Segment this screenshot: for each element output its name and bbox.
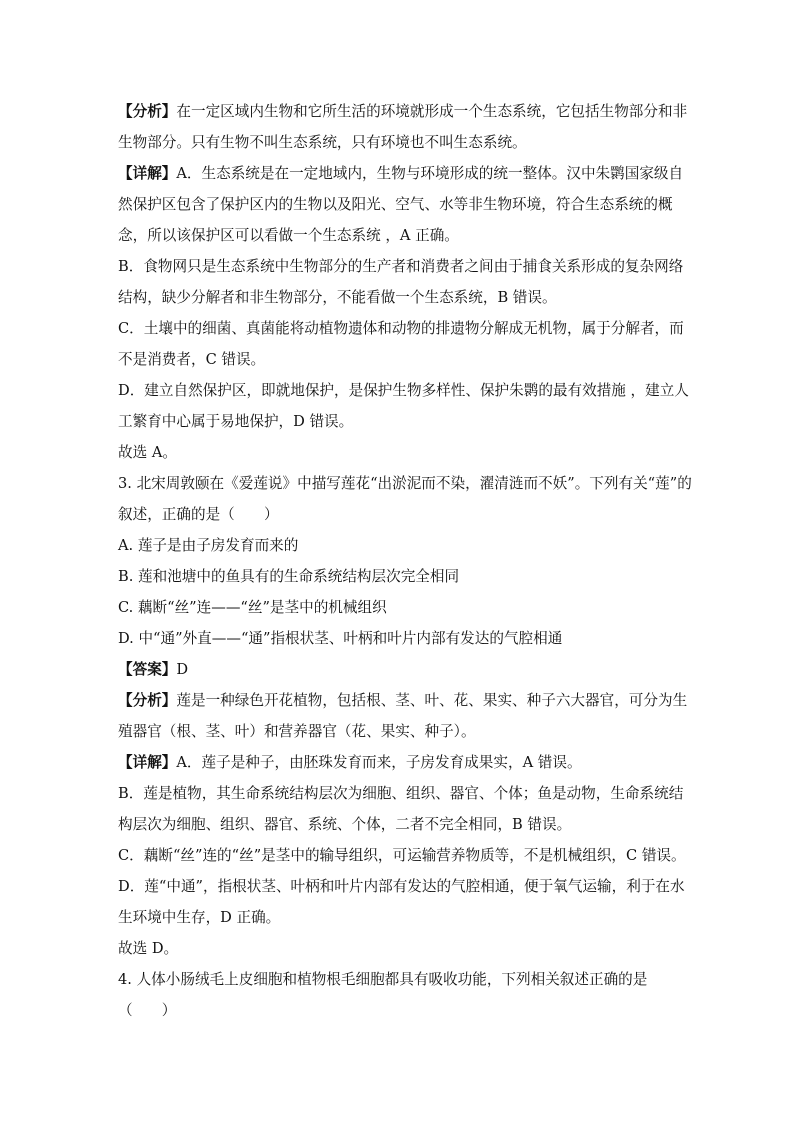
q3-option-d: D. 中“通”外直——“通”指根状茎、叶柄和叶片内部有发达的气腔相通: [118, 630, 563, 647]
document-page: [118, 96, 692, 1026]
q3-analysis-line-1: 【分析】莲是一种绿色开花植物，包括根、茎、叶、花、果实、种子六大器官，可分为生: [118, 692, 688, 709]
detail-tag: 【详解】: [118, 165, 177, 182]
q3-analysis-line-2: 殖器官（根、茎、叶）和营养器官（花、果实、种子）。: [118, 723, 476, 740]
q3-option-b: B. 莲和池塘中的鱼具有的生命系统结构层次完全相同: [118, 568, 460, 585]
analysis-tag: 【分析】: [118, 103, 177, 120]
q3-detail-d-line-2: 生环境中生存，D 正确。: [118, 909, 281, 926]
analysis-tag: 【分析】: [118, 692, 177, 709]
q4-stem-line-1: 4. 人体小肠绒毛上皮细胞和植物根毛细胞都具有吸收功能，下列相关叙述正确的是: [118, 971, 648, 988]
q4-stem-line-2: （ ）: [118, 1002, 177, 1019]
prev-detail-a-line-1: 【详解】A．生态系统是在一定地域内，生物与环境形成的统一整体。汉中朱鹮国家级自: [118, 165, 684, 182]
prev-detail-a-line-3: 念，所以该保护区可以看做一个生态系统 ，A 正确。: [118, 227, 459, 244]
q3-choice: 故选 D。: [118, 940, 179, 957]
prev-detail-c-line-2: 不是消费者，C 错误。: [118, 351, 266, 368]
q3-detail-a: 【详解】A．莲子是种子，由胚珠发育而来，子房发育成果实，A 错误。: [118, 754, 582, 771]
q3-detail-b-line-2: 构层次为细胞、组织、器官、系统、个体，二者不完全相同，B 错误。: [118, 816, 572, 833]
q3-detail-b-line-1: B．莲是植物，其生命系统结构层次为细胞、组织、器官、个体；鱼是动物，生命系统结: [118, 785, 684, 802]
q3-detail-d-line-1: D．莲“中通”，指根状茎、叶柄和叶片内部有发达的气腔相通，便于氧气运输，利于在水: [118, 878, 685, 895]
prev-analysis-line-1: 【分析】在一定区域内生物和它所生活的环境就形成一个生态系统，它包括生物部分和非: [118, 103, 688, 120]
prev-analysis-line-2: 生物部分。只有生物不叫生态系统，只有环境也不叫生态系统。: [118, 134, 527, 151]
q3-stem-line-1: 3. 北宋周敦颐在《爱莲说》中描写莲花“出淤泥而不染，濯清涟而不妖”。下列有关“莲”的: [118, 475, 692, 492]
prev-detail-a-line-2: 然保护区包含了保护区内的生物以及阳光、空气、水等非生物环境，符合生态系统的概: [118, 196, 673, 213]
answer-tag: 【答案】: [118, 661, 177, 678]
prev-detail-b-line-1: B．食物网只是生态系统中生物部分的生产者和消费者之间由于捕食关系形成的复杂网络: [118, 258, 684, 275]
prev-choice: 故选 A。: [118, 444, 177, 461]
q3-option-c: C. 藕断“丝”连——“丝”是茎中的机械组织: [118, 599, 387, 616]
detail-tag: 【详解】: [118, 754, 177, 771]
q3-stem-line-2: 叙述，正确的是（ ）: [118, 506, 279, 523]
prev-detail-c-line-1: C．土壤中的细菌、真菌能将动植物遗体和动物的排遗物分解成无机物，属于分解者，而: [118, 320, 684, 337]
answer-value: D: [176, 661, 189, 678]
q3-answer: [118, 654, 678, 685]
q3-option-a: A. 莲子是由子房发育而来的: [118, 537, 299, 554]
prev-detail-b-line-2: 结构，缺少分解者和非生物部分，不能看做一个生态系统，B 错误。: [118, 289, 557, 306]
q3-detail-c: C．藕断“丝”连的“丝”是茎中的输导组织，可运输营养物质等，不是机械组织，C 错误。: [118, 847, 686, 864]
prev-detail-d-line-1: D．建立自然保护区，即就地保护，是保护生物多样性、保护朱鹮的最有效措施 ，建立人: [118, 382, 689, 399]
prev-detail-d-line-2: 工繁育中心属于易地保护，D 错误。: [118, 413, 354, 430]
